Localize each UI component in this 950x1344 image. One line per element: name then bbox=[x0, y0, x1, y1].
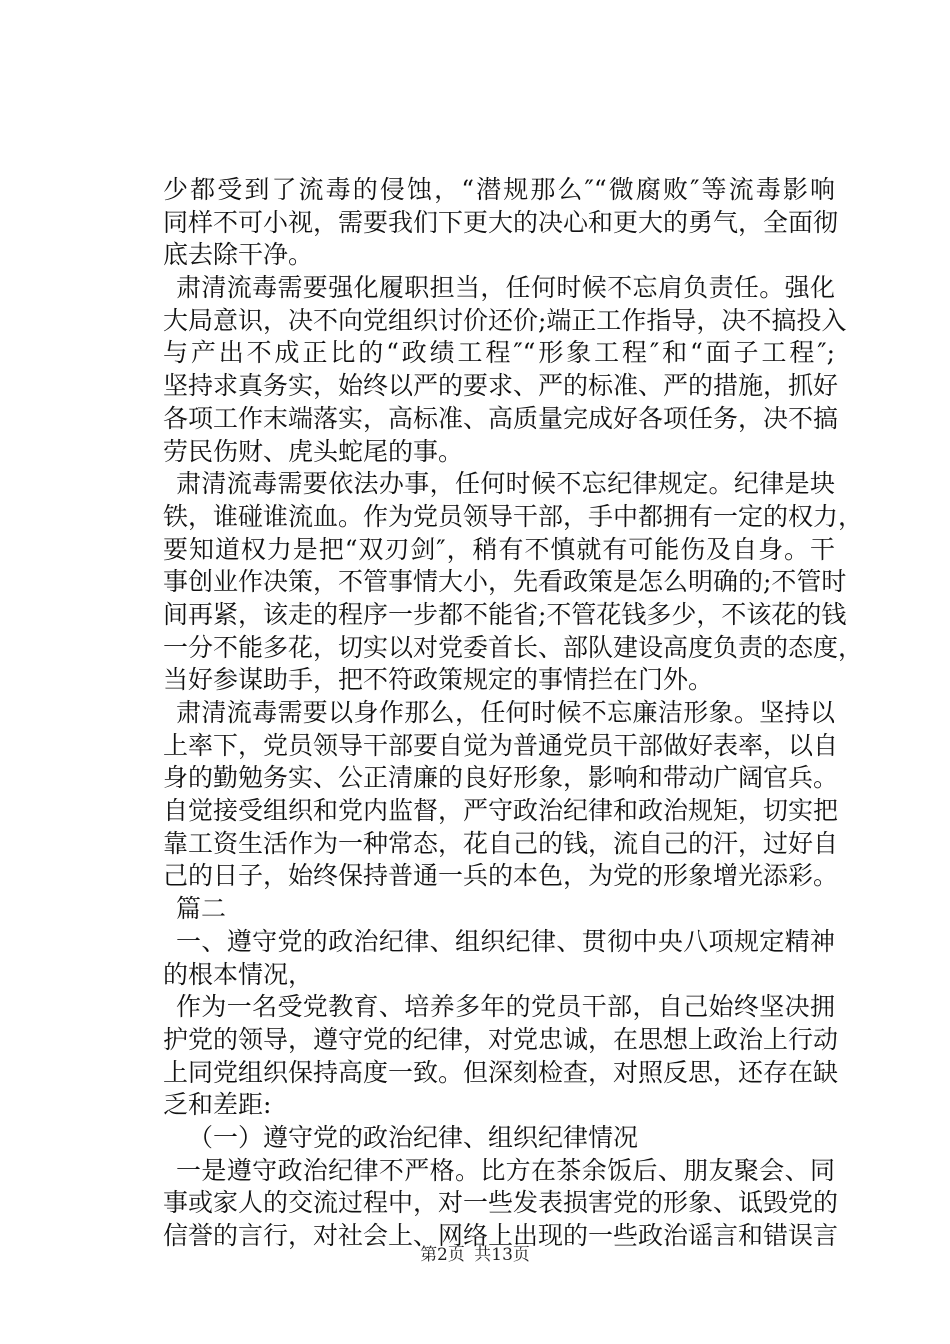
paragraph-start-line: 肃清流毒需要以身作那么，任何时候不忘廉洁形象。坚持以 bbox=[176, 698, 835, 727]
text-line: 要知道权力是把“双刃剑″，稍有不慎就有可能伤及自身。干 bbox=[163, 534, 835, 564]
text-line: 身的勤勉务实、公正清廉的良好形象，影响和带动广阔官兵。 bbox=[163, 763, 839, 793]
text-line: 上率下，党员领导干部要自觉为普通党员干部做好表率，以自 bbox=[163, 730, 839, 760]
text-line: 铁，谁碰谁流血。作为党员领导干部，手中都拥有一定的权力， bbox=[163, 501, 864, 531]
text-line: 的根本情况， bbox=[163, 959, 314, 989]
paragraph-start-line: 一是遵守政治纪律不严格。比方在茶余饭后、朋友聚会、同 bbox=[176, 1155, 835, 1185]
text-line: 劳民伤财、虎头蛇尾的事。 bbox=[163, 436, 464, 466]
current-page-number: 第2页 bbox=[420, 1245, 465, 1265]
paragraph-start-line: 肃清流毒需要强化履职担当，任何时候不忘肩负责任。强化 bbox=[176, 273, 835, 303]
subsection-heading: （一）遵守党的政治纪律、组织纪律情况 bbox=[188, 1122, 639, 1152]
text-line: 事或家人的交流过程中，对一些发表损害党的形象、诋毁党的 bbox=[163, 1188, 839, 1218]
page-footer bbox=[0, 1244, 950, 1266]
text-line: 当好参谋助手，把不符政策规定的事情拦在门外。 bbox=[163, 665, 714, 695]
text-line: 同样不可小视，需要我们下更大的决心和更大的勇气，全面彻 bbox=[163, 207, 839, 237]
text-line: 大局意识，决不向党组织讨价还价;端正工作指导，决不搞投入 bbox=[163, 305, 847, 335]
text-line: 少都受到了流毒的侵蚀，“潜规那么″“微腐败″等流毒影响 bbox=[163, 175, 835, 204]
text-line: 坚持求真务实，始终以严的要求、严的标准、严的措施，抓好 bbox=[163, 371, 839, 401]
paragraph-start-line: 肃清流毒需要依法办事，任何时候不忘纪律规定。纪律是块 bbox=[176, 469, 835, 499]
paragraph-start-line: 作为一名受党教育、培养多年的党员干部，自己始终坚决拥 bbox=[176, 992, 835, 1022]
text-line: 乏和差距: bbox=[163, 1090, 272, 1120]
document-body bbox=[163, 174, 864, 1253]
total-pages: 共13页 bbox=[474, 1245, 530, 1265]
text-line: 一分不能多花，切实以对党委首长、部队建设高度负责的态度， bbox=[163, 632, 864, 662]
paragraph-start-line: 一、遵守党的政治纪律、组织纪律、贯彻中央八项规定精神 bbox=[176, 926, 835, 956]
text-line: 事创业作决策，不管事情大小，先看政策是怎么明确的;不管时 bbox=[163, 567, 847, 597]
text-line: 己的日子，始终保持普通一兵的本色，为党的形象增光添彩。 bbox=[163, 861, 839, 891]
section-heading: 篇二 bbox=[176, 894, 227, 924]
text-line: 护党的领导，遵守党的纪律，对党忠诚，在思想上政治上行动 bbox=[163, 1024, 839, 1054]
text-line: 信誉的言行，对社会上、网络上出现的一些政治谣言和错误言 bbox=[163, 1221, 839, 1250]
text-line: 间再紧，该走的程序一步都不能省;不管花钱多少，不该花的钱 bbox=[163, 599, 847, 629]
text-line: 底去除干净。 bbox=[163, 240, 314, 270]
text-line: 靠工资生活作为一种常态，花自己的钱，流自己的汗，过好自 bbox=[163, 828, 839, 858]
text-line: 自觉接受组织和党内监督，严守政治纪律和政治规矩，切实把 bbox=[163, 796, 839, 826]
text-line: 上同党组织保持高度一致。但深刻检查，对照反思，还存在缺 bbox=[163, 1057, 839, 1087]
text-line: 各项工作末端落实，高标准、高质量完成好各项任务，决不搞 bbox=[163, 403, 839, 433]
text-line: 与产出不成正比的“政绩工程″“形象工程″和“面子工程″; bbox=[163, 338, 835, 368]
